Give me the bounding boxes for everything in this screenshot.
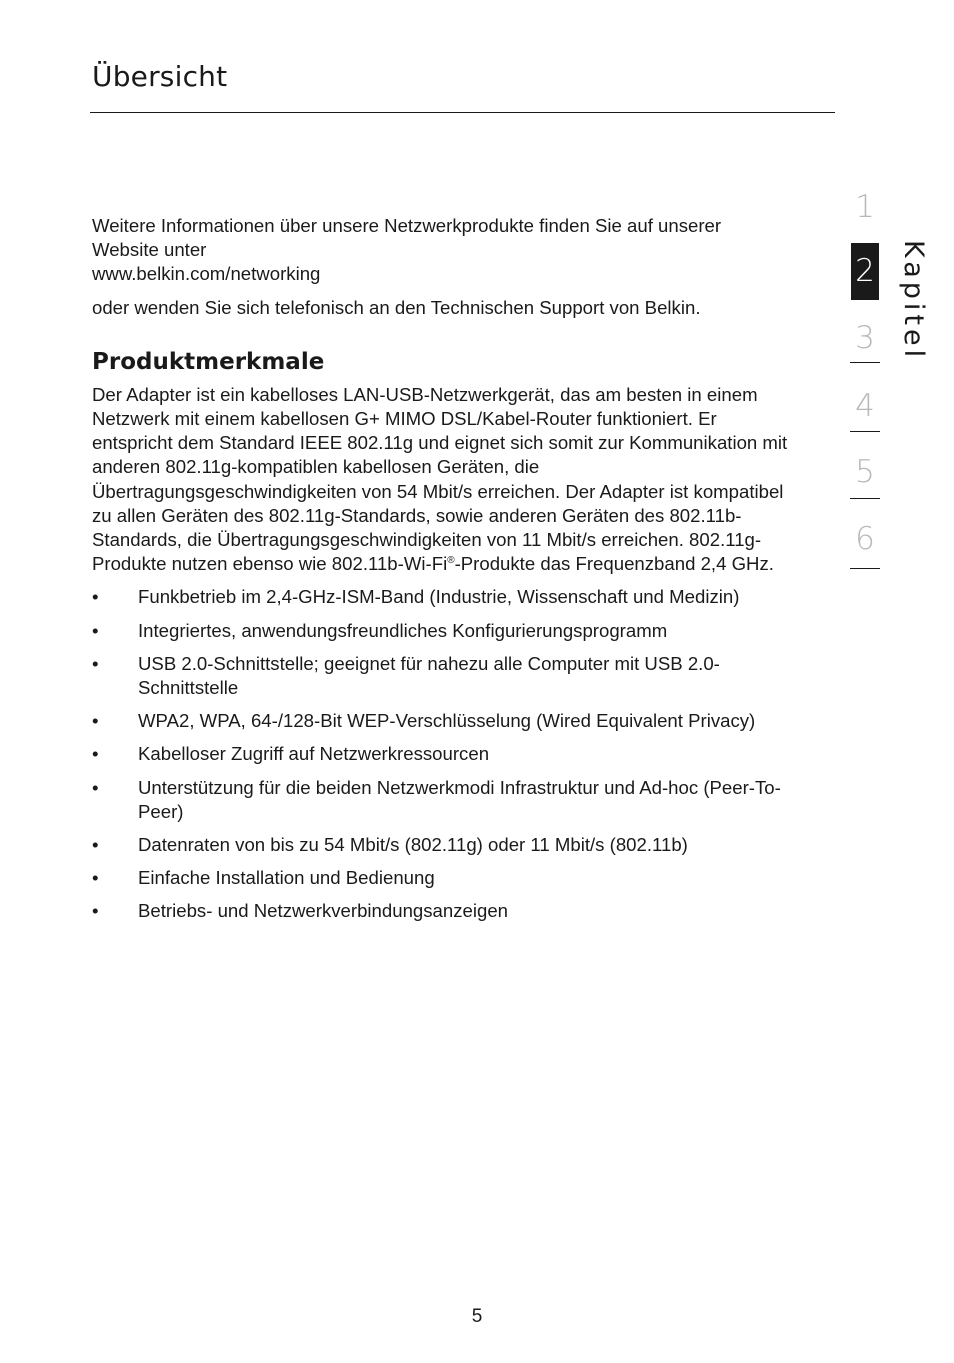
header-divider [90,112,835,113]
bullet-icon: • [92,900,99,922]
registered-mark: ® [447,555,455,567]
bullet-icon: • [92,710,99,732]
bullet-icon: • [92,652,99,674]
list-item [92,833,792,857]
chapter-divider [850,568,880,569]
list-item [92,652,792,700]
chapter-divider [850,362,880,363]
section-body-main: Der Adapter ist ein kabelloses LAN-USB-Netzwerkgerät, das am besten in einem Netzwerk mit einem kabellosen G+ MIMO DSL/Kabel-Router funktioniert. Er entspricht dem Standard IEEE 802.11g und eignet sich somit zur Kommunikation mit anderen 802.11g-kompatiblen kabellosen Geräten, die Übertragungsgeschwindigkeiten von 54 Mbit/s erreichen. Der Adapter ist kompatibel zu allen Geräten des 802.11g-Standards, sowie anderen Geräten des 802.11b-Standards, die Übertragungsgeschwindigkeiten von 11 Mbit/s erreichen. 802.11g-Produkte nutzen ebenso wie 802.11b-Wi-Fi [92,383,788,575]
list-item-text: USB 2.0-Schnittstelle; geeignet für nahezu alle Computer mit USB 2.0-Schnittstelle [138,652,720,699]
support-text: oder wenden Sie sich telefonisch an den Technischen Support von Belkin. [92,296,701,318]
list-item [92,866,792,890]
bullet-icon: • [92,619,99,641]
bullet-icon: • [92,834,99,856]
intro-text: Weitere Informationen über unsere Netzwerkprodukte finden Sie auf unserer Website unter [92,215,722,261]
list-item [92,742,792,766]
chapter-divider [850,498,880,499]
feature-list [92,585,792,923]
chapter-6-tab[interactable]: 6 [855,521,875,557]
list-item [92,776,792,824]
page-content [92,214,792,933]
chapter-4-tab[interactable]: 4 [855,388,875,424]
list-item-text: Integriertes, anwendungsfreundliches Konfigurierungsprogramm [138,619,668,641]
list-item-text: Einfache Installation und Bedienung [138,867,435,889]
bullet-icon: • [92,776,99,798]
list-item-text: Funkbetrieb im 2,4-GHz-ISM-Band (Industrie, Wissenschaft und Medizin) [138,586,740,608]
list-item-text: Betriebs- und Netzwerkverbindungsanzeigen [138,900,509,922]
chapter-5-tab[interactable]: 5 [855,454,875,490]
section-body [92,383,792,577]
website-link[interactable]: www.belkin.com/networking [92,263,321,285]
chapter-divider [850,431,880,432]
list-item [92,899,792,923]
list-item-text: Unterstützung für die beiden Netzwerkmodi Infrastruktur und Ad-hoc (Peer-To-Peer) [138,776,781,822]
chapter-2-tab[interactable]: 2 [851,243,879,300]
list-item-text: Datenraten von bis zu 54 Mbit/s (802.11g) oder 11 Mbit/s (802.11b) [138,834,688,856]
section-heading: Produktmerkmale [92,348,325,375]
section-body-tail: -Produkte das Frequenzband 2,4 GHz. [454,553,774,575]
list-item [92,619,792,643]
page-number: 5 [471,1306,483,1327]
chapter-3-tab[interactable]: 3 [855,320,875,356]
page-title: Übersicht [92,60,228,93]
bullet-icon: • [92,586,99,608]
list-item [92,709,792,733]
list-item-text: Kabelloser Zugriff auf Netzwerkressourcen [138,743,490,765]
list-item-text: WPA2, WPA, 64-/128-Bit WEP-Verschlüsselung (Wired Equivalent Privacy) [138,710,756,732]
bullet-icon: • [92,743,99,765]
list-item [92,585,792,609]
bullet-icon: • [92,867,99,889]
chapter-label: Kapitel [898,240,929,362]
chapter-1-tab[interactable]: 1 [855,189,875,225]
